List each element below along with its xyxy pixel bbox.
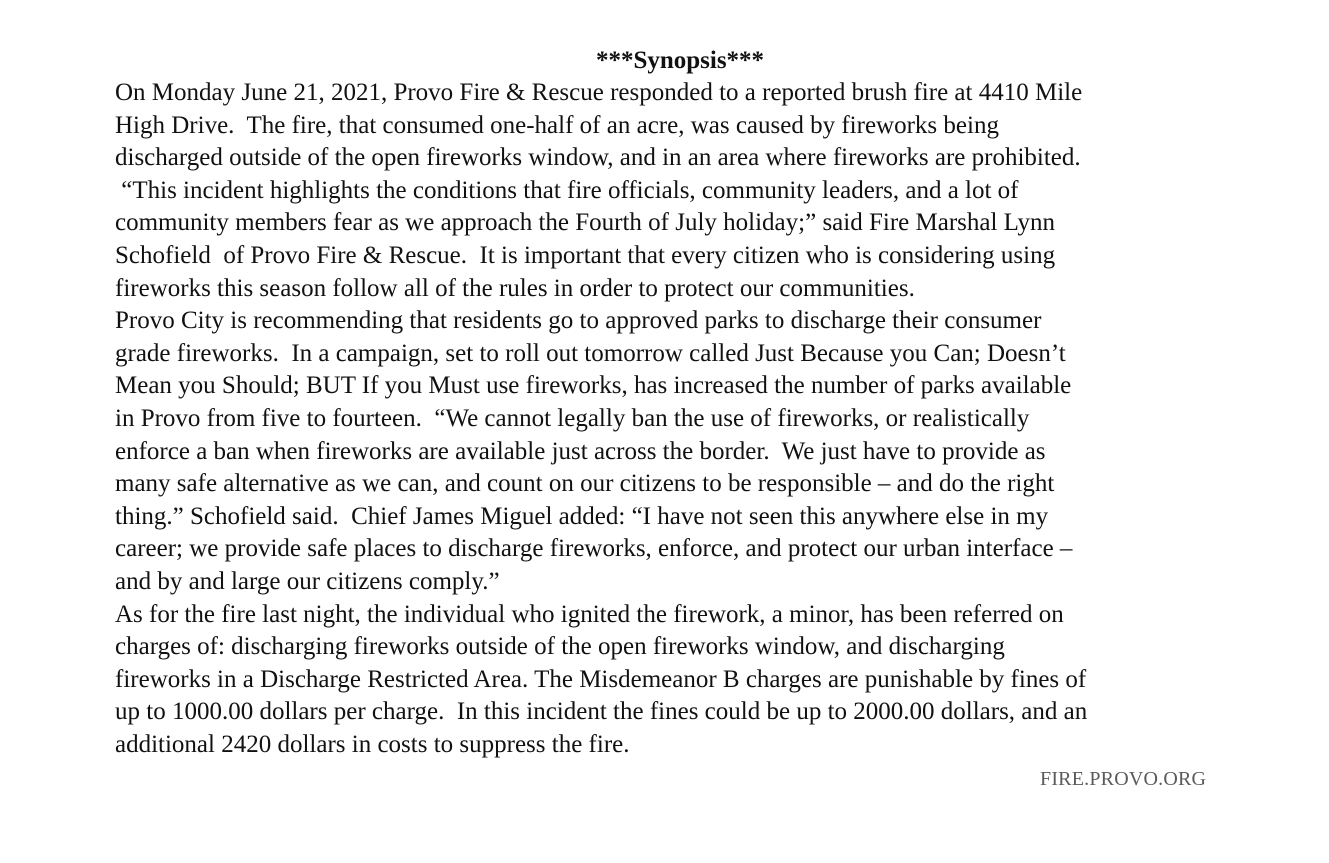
- text-line: discharged outside of the open fireworks window, and in an area where fireworks are prohibited.: [115, 144, 1081, 172]
- text-line: career; we provide safe places to discharge fireworks, enforce, and protect our urban interface –: [115, 535, 1073, 563]
- text-line: enforce a ban when fireworks are available just across the border. We just have to provide as: [115, 437, 1046, 465]
- text-line: charges of: discharging fireworks outside of the open fireworks window, and discharging: [115, 633, 1005, 661]
- document-body: [115, 45, 1225, 761]
- text-line: additional 2420 dollars in costs to suppress the fire.: [115, 730, 630, 758]
- text-line: As for the fire last night, the individual who ignited the firework, a minor, has been referred on: [115, 600, 1064, 628]
- text-line: many safe alternative as we can, and count on our citizens to be responsible – and do the right: [115, 470, 1055, 498]
- text-line: Provo City is recommending that residents go to approved parks to discharge their consumer: [115, 307, 1042, 335]
- text-line: fireworks in a Discharge Restricted Area. The Misdemeanor B charges are punishable by fines of: [115, 665, 1087, 693]
- text-line: Schofield of Provo Fire & Rescue. It is important that every citizen who is considering using: [115, 241, 1056, 269]
- text-line: in Provo from five to fourteen. “We cannot legally ban the use of fireworks, or realistically: [115, 404, 1030, 432]
- text-line: up to 1000.00 dollars per charge. In this incident the fines could be up to 2000.00 dollars, and an: [115, 698, 1088, 726]
- text-line: grade fireworks. In a campaign, set to roll out tomorrow called Just Because you Can; Doesn’t: [115, 339, 1066, 367]
- document-title: ***Synopsis***: [595, 47, 765, 74]
- text-line: thing.” Schofield said. Chief James Miguel added: “I have not seen this anywhere else in my: [115, 502, 1049, 530]
- website-footer: FIRE.PROVO.ORG: [1040, 768, 1207, 790]
- text-line: Mean you Should; BUT If you Must use fireworks, has increased the number of parks available: [115, 372, 1072, 400]
- text-line: community members fear as we approach the Fourth of July holiday;” said Fire Marshal Lynn: [115, 209, 1056, 237]
- text-line: High Drive. The fire, that consumed one-half of an acre, was caused by fireworks being: [115, 111, 999, 139]
- text-line: On Monday June 21, 2021, Provo Fire & Rescue responded to a reported brush fire at 4410 Mile: [115, 79, 1083, 106]
- text-line: and by and large our citizens comply.”: [115, 567, 500, 595]
- text-line: fireworks this season follow all of the rules in order to protect our communities.: [115, 274, 915, 302]
- text-line: “This incident highlights the conditions that fire officials, community leaders, and a lot of: [115, 176, 1019, 204]
